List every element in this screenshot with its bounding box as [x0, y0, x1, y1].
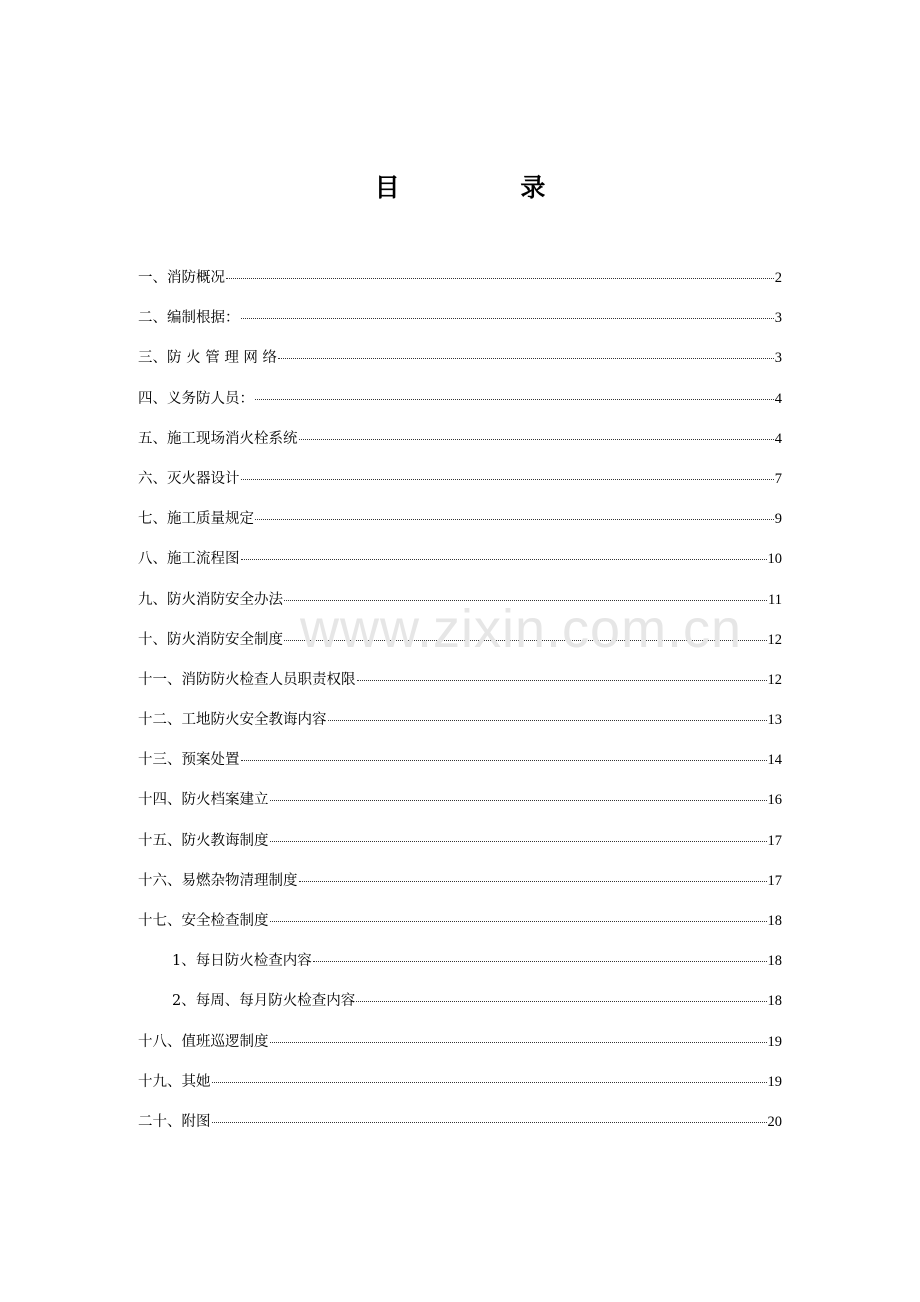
toc-entry-label: 六、灭火器设计	[138, 470, 240, 487]
dot-leader	[255, 507, 774, 520]
toc-entry-label: 九、防火消防安全办法	[138, 591, 283, 608]
toc-entry-page: 14	[767, 752, 782, 769]
toc-entry[interactable]	[138, 425, 782, 465]
toc-entry-page: 18	[767, 953, 782, 970]
toc-entry-page: 9	[774, 511, 782, 528]
toc-entry[interactable]	[138, 1068, 782, 1108]
dot-leader	[241, 306, 774, 319]
dot-leader	[284, 628, 767, 641]
toc-entry-label: 十八、值班巡逻制度	[138, 1033, 269, 1050]
dot-leader	[241, 748, 767, 761]
toc-entry[interactable]	[138, 867, 782, 907]
dot-leader	[255, 387, 774, 400]
toc-entry-label: 三、防 火 管 理 网 络	[138, 350, 278, 367]
dot-leader	[278, 346, 774, 359]
dot-leader	[313, 949, 767, 962]
dot-leader	[356, 989, 766, 1002]
toc-entry-page: 18	[767, 913, 782, 929]
toc-entry-label: 十、防火消防安全制度	[138, 631, 283, 648]
toc-entry-label: 十二、工地防火安全教诲内容	[138, 712, 327, 729]
toc-entry[interactable]	[138, 907, 782, 947]
toc-title: 目 录	[374, 173, 602, 202]
toc-entry-page: 3	[774, 350, 782, 367]
toc-entry[interactable]	[138, 505, 782, 545]
toc-entry-label: 十四、防火档案建立	[138, 792, 269, 809]
toc-entry-label: 1、每日防火检查内容	[172, 953, 312, 970]
toc-entry-page: 19	[767, 1033, 782, 1050]
dot-leader	[241, 467, 774, 480]
toc-entry-label: 二十、附图	[138, 1113, 211, 1130]
toc-entry-label: 五、施工现场消火栓系统	[138, 430, 298, 447]
toc-entry-page: 18	[767, 993, 782, 1010]
toc-entry[interactable]	[138, 545, 782, 585]
toc-entry[interactable]	[138, 827, 782, 867]
toc-entry-page: 17	[767, 872, 782, 889]
toc-entry-page: 12	[767, 671, 782, 688]
toc-entry[interactable]	[138, 666, 782, 706]
toc-entry[interactable]	[138, 706, 782, 746]
toc-subentry[interactable]	[138, 987, 782, 1027]
toc-entry[interactable]	[138, 626, 782, 666]
dot-leader	[299, 427, 774, 440]
toc-entry-label: 七、施工质量规定	[138, 511, 254, 528]
toc-entry-label: 十九、其她	[138, 1073, 211, 1090]
toc-entry[interactable]	[138, 304, 782, 344]
toc-entry-page: 17	[767, 832, 782, 849]
toc-entry-page: 16	[767, 792, 782, 809]
toc-entry-page: 10	[767, 551, 782, 568]
toc-entry-label: 四、义务防人员：	[138, 390, 254, 407]
toc-entry[interactable]	[138, 385, 782, 425]
toc-entry-label: 十三、预案处置	[138, 752, 240, 769]
toc-entry-page: 4	[774, 390, 782, 407]
dot-leader	[270, 909, 767, 922]
toc-entry[interactable]	[138, 465, 782, 505]
toc-entry-page: 11	[768, 591, 782, 608]
toc-entry-page: 2	[774, 270, 782, 286]
toc-entry[interactable]	[138, 746, 782, 786]
dot-leader	[270, 1030, 767, 1043]
toc-entry[interactable]	[138, 1028, 782, 1068]
toc-entry-page: 4	[774, 430, 782, 447]
dot-leader	[270, 829, 767, 842]
toc-entry-label: 十一、消防防火检查人员职责权限	[138, 671, 356, 688]
toc-entry[interactable]	[138, 1108, 782, 1148]
watermark: www.zixin.com.cn	[300, 599, 743, 659]
toc-entry-label: 2、每周、每月防火检查内容	[172, 993, 356, 1010]
toc-entry-label: 八、施工流程图	[138, 551, 240, 568]
toc-entry-label: 二、编制根据：	[138, 310, 240, 327]
toc-entry[interactable]	[138, 344, 782, 384]
dot-leader	[284, 588, 767, 601]
toc-entry[interactable]	[138, 786, 782, 826]
toc-entry-label: 十五、防火教诲制度	[138, 832, 269, 849]
toc-entry-page: 12	[767, 631, 782, 648]
dot-leader	[270, 788, 767, 801]
toc-entry-page: 20	[767, 1113, 782, 1130]
dot-leader	[226, 266, 774, 279]
toc-entry-label: 一、消防概况	[138, 270, 225, 286]
toc-entry-page: 13	[767, 712, 782, 729]
toc-entry-page: 3	[774, 310, 782, 327]
dot-leader	[241, 547, 767, 560]
dot-leader	[299, 869, 767, 882]
toc-entry-page: 19	[767, 1073, 782, 1090]
toc-entry-label: 十六、易燃杂物清理制度	[138, 872, 298, 889]
dot-leader	[328, 708, 767, 721]
toc-entry-label: 十七、安全检查制度	[138, 913, 269, 929]
toc-entry[interactable]	[138, 586, 782, 626]
toc-entry[interactable]	[138, 264, 782, 304]
toc-list	[138, 264, 782, 1148]
dot-leader	[212, 1070, 767, 1083]
toc-subentry[interactable]	[138, 947, 782, 987]
dot-leader	[357, 668, 767, 681]
dot-leader	[212, 1110, 767, 1123]
toc-entry-page: 7	[774, 470, 782, 487]
